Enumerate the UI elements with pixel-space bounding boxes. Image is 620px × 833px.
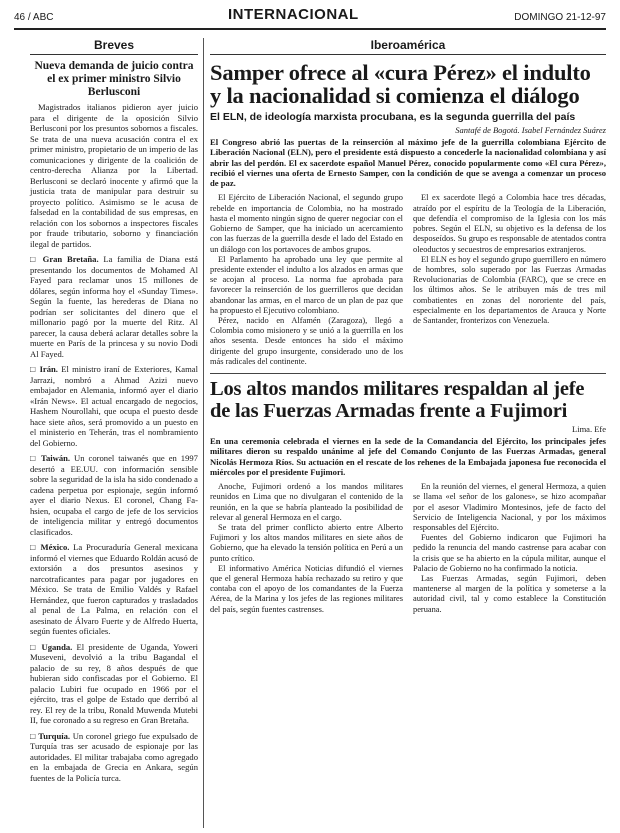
brief-item: □ Gran Bretaña. La familia de Diana está presentando los documentos de Mohamed Al Fayed para reclamar unos 15 millones de dólares, según informa hoy el «Sunday Times». Según la fuente, las herederas de Diana no podrían ser solicitantes del dinero que el millonario pagó por la muerte del Ritz. Al parecer, la causa deberá aclarar detalles sobre la muerte en París de la princesa y su novio Dodi Al Fayed. <box>30 254 198 359</box>
issue-date: DOMINGO 21-12-97 <box>514 12 606 23</box>
paragraph: En la reunión del viernes, el general Hermoza, a quien se llama «el señor de los galones», se hizo acompañar por el asesor Vladimiro Montesinos, jefe de facto del Servicio de Inteligencia Nacional, y por los máximos responsables del Ejército. <box>413 482 606 532</box>
brief-item: □ Uganda. El presidente de Uganda, Yoweri Museveni, devolvió a la tribu Bagandal el palacio de su rey, 8 años después de que hubieran sido confiscadas por el Gobierno. El palacio Lubiri fue ocupado en 1966 por el ejército, tras el golpe de Estado que derribó al rey. El rey de la tribu, Ronald Muwenda Mutebi II, fue coronado a su regreso en Gran Bretaña. <box>30 641 198 725</box>
section-kicker: Iberoamérica <box>210 38 606 55</box>
paragraph: Las Fuerzas Armadas, según Fujimori, deben mantenerse al margen de la política y someterse a la autoridad civil, tal y como establece la Constitución peruana. <box>413 573 606 614</box>
story1-lead: El Congreso abrió las puertas de la reinserción al máximo jefe de la guerrilla colombiana Ejército de Liberación Nacional (ELN), pero el presidente está dispuesto a concederle la nacionalidad colombiana y así abrir las del perdón. El ex sacerdote español Manuel Pérez, conocido popularmente como «El cura Pérez», recibió el viernes una oferta de Ernesto Samper, con la condición de que se avenga a comenzar un proceso de paz. <box>210 137 606 189</box>
column-divider <box>203 38 204 828</box>
section-title: INTERNACIONAL <box>228 6 359 23</box>
brief-item: □ Turquía. Un coronel griego fue expulsado de Turquía tras ser acusado de espionaje por las autoridades. El militar trabajaba como agregado en la embajada de Grecia en Ankara, según fuentes de la Policía turca. <box>30 730 198 783</box>
story2-lead: En una ceremonia celebrada el viernes en la sede de la Comandancia del Ejército, los principales jefes militares dieron su respaldo unánime al jefe del Comando Conjunto de las Fuerzas Armadas, general Nicolás Hermoza Ríos. Su actuación en el rescate de los rehenes de la Embajada japonesa fue reconocida el miércoles por el presidente Fujimori. <box>210 435 606 477</box>
brief-item: □ México. La Procuraduría General mexicana informó el viernes que Eduardo Roldán acusó de extorsión a dos presuntos asesinos y narcotraficantes para pagar por jugadores en México. Se trata de Emilio Valdés y Rafael Hernández, que fueron capturados y trasladados al penal de La Palma, en relación con el asesinato de Álvaro Fuerte y de Alfredo Huerta, según fuentes oficiales. <box>30 542 198 636</box>
paragraph: Pérez, nacido en Alfamén (Zaragoza), llegó a Colombia como misionero y se unió a la guerrilla en los años sesenta. Desde entonces ha sido el máximo dirigente del grupo insurgente, considerado uno de los más radicales del continente. <box>210 315 403 366</box>
brief-label: Uganda. <box>41 641 73 652</box>
story2-headline: Los altos mandos militares respaldan al jefe de las Fuerzas Armadas frente a Fujimori <box>210 377 585 422</box>
brief-item: □ Taiwán. Un coronel taiwanés que en 1997 desertó a EE.UU. con información sensible sobre la seguridad de la isla ha sido condenado a cadena perpetua por espionaje, según informó ayer el diario Nexus. El coronel, Chang Fa-hsien, ocupaba el cargo de jefe de los servicios de inteligencia militar y entregó documentos clasificados. <box>30 453 198 537</box>
briefs-lead-title: Nueva demanda de juicio contra el ex primer ministro Silvio Berlusconi <box>34 60 194 98</box>
paragraph: El informativo América Noticias difundió el viernes que el general Hermoza había rechazado su retiro y que contaba con el apoyo de los comandantes de la Fuerza Aérea, de la Marina y los jefes de las regiones militares del país, según fuentes castrenses. <box>210 563 403 614</box>
story2-body <box>210 482 606 615</box>
paragraph: Anoche, Fujimori ordenó a los mandos militares reunidos en Lima que no divulgaran el contenido de la reunión, en la que se habría planteado la posibilidad de relevar al general Hermoza en el cargo. <box>210 482 403 522</box>
brief-text: Un coronel taiwanés que en 1997 desertó a EE.UU. con información sensible sobre la seguridad de la isla ha sido condenado a cadena perpetua por espionaje, según informó ayer el diario Nexus. El coronel, Chang Fa-hsien, ocupaba el cargo de jefe de los servicios de inteligencia militar y entregó documentos clasificados. <box>30 453 198 537</box>
brief-label: Irán. <box>39 364 58 374</box>
paragraph: El ELN es hoy el segundo grupo guerrillero en número de hombres, solo superado por las Fuerzas Armadas Revolucionarias de Colombia (FARC), que se crece en los últimos años. Se le atribuyen más de tres mil combatientes en zonas del nororiente del país, especialmente en los departamentos de Arauca y Norte de Santander, fronterizos con Venezuela. <box>413 254 606 325</box>
story1-col-1 <box>210 193 403 366</box>
brief-label: México. <box>40 542 70 552</box>
brief-text: El ministro iraní de Exteriores, Kamal Jarrazi, nombró a Ahmad Azizi nuevo embajador en Alemania, informó ayer el diario «Irán News». El actual encargado de negocios, Hashem Nourollahi, que ocupa el puesto desde hace siete años, será promovido a un puesto en el ministerio en Teherán, tras el nombramiento del Gobierno. <box>30 364 199 448</box>
briefs-header: Breves <box>30 38 198 55</box>
brief-label: Taiwán. <box>41 453 71 463</box>
story-divider <box>210 373 606 374</box>
brief-label: Turquía. <box>38 730 71 741</box>
brief-text: Un coronel griego fue expulsado de Turquía tras ser acusado de espionaje por las autoridades. El militar trabajaba como agregado en la embajada de Grecia en Ankara, según fuentes de la Policía turca. <box>30 730 198 783</box>
main-stories <box>210 38 606 615</box>
story1-subhead: El ELN, de ideología marxista procubana, es la segunda guerrilla del país <box>210 111 576 123</box>
brief-item: □ Irán. El ministro iraní de Exteriores, Kamal Jarrazi, nombró a Ahmad Azizi nuevo embajador en Alemania, informó ayer el diario «Irán News». El actual encargado de negocios, Hashem Nourollahi, que ocupa el puesto desde hace siete años, será promovido a un puesto en el ministerio en Teherán, tras el nombramiento del Gobierno. <box>30 364 199 448</box>
story2-col-2 <box>413 482 606 615</box>
page-number: 46 / ABC <box>14 12 54 23</box>
paragraph: Se trata del primer conflicto abierto entre Alberto Fujimori y los altos mandos militares en siete años de Gobierno, que ha elevado la tensión política en Perú a un punto crítico. <box>210 522 403 563</box>
brief-text: La familia de Diana está presentando los documentos de Mohamed Al Fayed para reclamar unos 15 millones de dólares, según informa hoy el «Sunday Times». Según la fuente, las herederas de Diana no podrían ser solicitantes del dinero que el millonario pagó por la muerte del Ritz. Al parecer, la causa deberá aclarar detalles sobre la muerte en París de la princesa y su novio Dodi Al Fayed. <box>30 254 198 359</box>
brief-text: El presidente de Uganda, Yoweri Museveni, devolvió a la tribu Bagandal el palacio de su rey, 8 años después de que hubieran sido confiscadas por el Gobierno. El palacio Lubiri fue ocupado en 1966 por el ejército, tras el golpe de Estado que derribó al rey. El rey de la tribu, Ronald Muwenda Mutebi II, fue coronado a su regreso en Gran Bretaña. <box>30 641 198 725</box>
paragraph: El Ejército de Liberación Nacional, el segundo grupo rebelde en importancia de Colombia, no ha mostrado hasta el momento ningún signo de querer negociar con el Gobierno de Samper, que ha iniciado un acercamiento con las fuerzas de la guerrilla desde el lado del Estado en un diálogo con los portavoces de ambos grupos. <box>210 193 403 254</box>
masthead-rule <box>14 28 606 30</box>
story1-col-2 <box>413 193 606 366</box>
brief-text: La Procuraduría General mexicana informó el viernes que Eduardo Roldán acusó de extorsión a dos presuntos asesinos y narcotraficantes para pagar por jugadores en México. Se trata de Emilio Valdés y Rafael Hernández, que fueron capturados y trasladados al penal de La Palma, en relación con el asesinato de Álvaro Fuerte y de Alfredo Huerta, según fuentes oficiales. <box>30 542 198 636</box>
paragraph: El Parlamento ha aprobado una ley que permite al presidente extender el indulto a los alzados en armas que se acojan al proceso. La norma fue aprobada para favorecer la reinserción de los guerrilleros que decidan abandonar las armas, en el marco de un plan de paz que ha propuesto el Ejecutivo colombiano. <box>210 254 403 315</box>
story1-body <box>210 193 606 366</box>
briefs-lead-paragraph: Magistrados italianos pidieron ayer juicio para el dirigente de la oposición Silvio Berlusconi por los presuntos sobornos a fiscales. Se trata de una nueva acusación contra el ex primer ministro, propietario de un imperio de las comunicaciones y dirigente de la coalición de centro-derecha Alianza por la Libertad. Berlusconi se declaró inocente y afirmó que la justicia trata de manipular para destruir su proyecto político. Asimismo se le acusa de falsedad en la contabilidad de sus empresas, en relación con los sobornos a inspectores fiscales por fraude tributario, soborno y financiación ilegal de partidos. <box>30 102 198 249</box>
story1-headline: Samper ofrece al «cura Pérez» el indulto y la nacionalidad si comienza el diálogo <box>210 60 591 108</box>
masthead <box>14 6 606 32</box>
story1-byline: Santafé de Bogotá. Isabel Fernández Suárez <box>455 125 606 135</box>
paragraph: El ex sacerdote llegó a Colombia hace tres décadas, atraído por el espíritu de la Teología de la Liberación, que defendía el compromiso de la Iglesia con los más pobres. Según el ELN, su objetivo es la defensa de los desposeídos. Su grupo es responsable de atentados contra oleoductos y secuestros de empresarios extranjeros. <box>413 193 606 254</box>
brief-label: Gran Bretaña. <box>42 254 99 264</box>
story2-col-1 <box>210 482 403 615</box>
story2-dateline: Lima. Efe <box>572 423 606 434</box>
briefs-column <box>30 38 198 783</box>
paragraph: Fuentes del Gobierno indicaron que Fujimori ha pedido la renuncia del mando castrense para acabar con la crisis que se ha abierto en la cúpula militar, aunque el Palacio de Gobierno no ha confirmado la noticia. <box>413 533 606 573</box>
